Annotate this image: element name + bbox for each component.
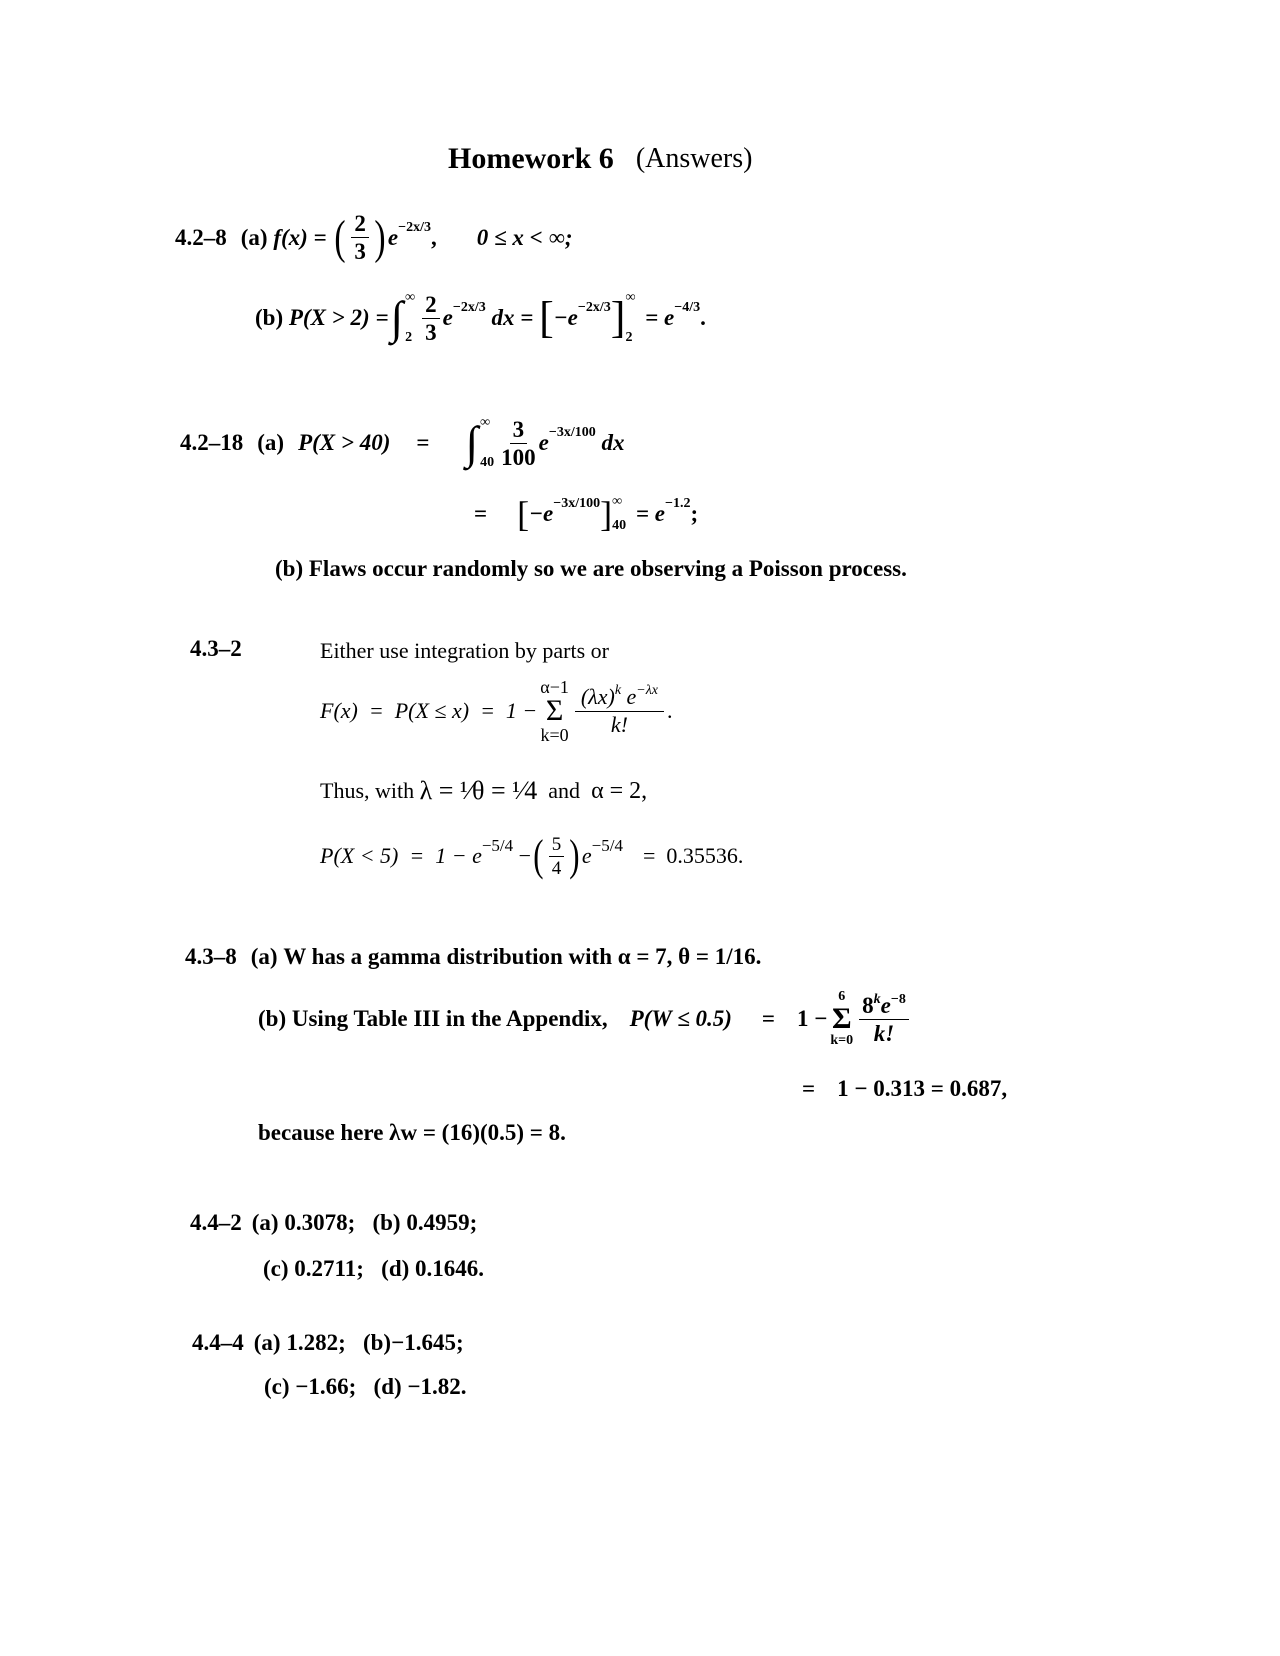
thus-text: Thus, with — [320, 778, 415, 803]
problem-4-3-2-cdf — [320, 678, 673, 744]
summation — [830, 990, 853, 1048]
e: e — [538, 430, 549, 455]
sum-upper: 6 — [838, 989, 846, 1004]
lower-limit: 2 — [405, 330, 413, 345]
dx: dx — [601, 430, 625, 455]
upper-limit: ∞ — [405, 290, 416, 305]
e: e — [387, 224, 399, 250]
problem-4-3-8-b — [258, 990, 912, 1048]
result: 1 − 0.313 = 0.687, — [837, 1076, 1008, 1101]
problem-4-4-2-line1 — [190, 1210, 477, 1236]
integral-sign: ∫ — [465, 417, 479, 468]
exponent: −2x/3 — [452, 300, 486, 315]
sum-lower: k=0 — [540, 725, 569, 745]
title-main: Homework 6 — [448, 142, 614, 175]
dx: dx = — [491, 305, 534, 330]
page-title — [448, 142, 752, 176]
fraction: $\frac{5}{4}$ — [549, 835, 565, 878]
problem-4-4-2-line2: (c) 0.2711; (d) 0.1646. — [263, 1256, 485, 1281]
problem-label: 4.4–2 — [190, 1210, 242, 1235]
equals: = — [802, 1076, 816, 1101]
exponent: −2x/3 — [577, 300, 611, 315]
numerator: $8^ke^{-8}$ — [859, 994, 909, 1020]
equals: = — [416, 430, 430, 455]
exponent: −3x/100 — [548, 425, 596, 440]
alpha-value: α = 2, — [591, 777, 648, 804]
comma: , — [430, 224, 437, 250]
sigma-icon: Σ — [545, 694, 564, 727]
exponent: −3x/100 — [553, 496, 601, 511]
integral-limits — [405, 290, 415, 346]
left-paren: ( — [334, 210, 347, 264]
left-bracket: [ — [517, 494, 530, 534]
minus: − — [518, 843, 532, 868]
denominator: k! — [873, 1020, 895, 1046]
exponent: −4/3 — [674, 300, 701, 315]
result: = e — [645, 305, 675, 330]
problem-4-3-8-because: because here λw = (16)(0.5) = 8. — [258, 1120, 566, 1145]
answers: (a) 0.3078; (b) 0.4959; — [251, 1210, 478, 1235]
answers: (a) 1.282; (b)−1.645; — [253, 1330, 464, 1355]
problem-label: 4.2–8 — [175, 224, 227, 250]
semicolon: ; — [690, 501, 699, 526]
period: . — [667, 698, 673, 723]
problem-4-3-2-intro: Either use integration by parts or — [320, 638, 609, 663]
right-paren: ) — [569, 831, 580, 880]
upper-limit: ∞ — [480, 415, 491, 430]
formula-lhs: P(X > 2) = — [288, 305, 389, 330]
denominator: k! — [610, 712, 628, 737]
domain: 0 ≤ x < ∞; — [476, 224, 573, 250]
problem-4-2-8-a — [175, 212, 573, 263]
problem-4-2-18-b — [275, 556, 907, 582]
result: = e — [635, 501, 665, 526]
equals: = — [761, 1006, 776, 1031]
result: = 0.35536. — [642, 843, 744, 868]
answer-text: Using Table III in the Appendix, — [291, 1006, 608, 1031]
upper-limit: ∞ — [612, 494, 623, 509]
lambda-value: λ = ¹⁄θ = ¹⁄4 — [419, 776, 538, 805]
formula-lhs: P(X > 40) — [298, 430, 391, 455]
sum-lower: k=0 — [830, 1033, 854, 1048]
part-label: (b) — [258, 1006, 287, 1031]
one-minus: 1 − — [797, 1006, 828, 1031]
integral-limits — [480, 415, 494, 471]
bracket-body: −e — [553, 305, 578, 330]
sum-upper: α−1 — [540, 677, 569, 697]
formula-lhs: f(x) = — [273, 224, 327, 250]
problem-4-2-18-a-line2 — [474, 494, 698, 534]
formula-lhs: P(X < 5) = 1 − e — [320, 843, 482, 868]
fraction — [859, 991, 909, 1046]
bracket-limits — [625, 290, 635, 346]
bracket-limits — [612, 494, 626, 534]
problem-4-3-2-probability — [320, 831, 744, 880]
problem-4-2-8-b — [255, 290, 706, 346]
problem-4-2-18-a — [180, 415, 624, 471]
problem-4-3-2-thus — [320, 776, 647, 806]
answer-text: W has a gamma distribution with α = 7, θ = 1/16. — [283, 944, 762, 969]
and-text: and — [548, 778, 581, 803]
lower-limit: 40 — [612, 518, 627, 533]
fraction: $\frac{2}{3}$ — [422, 293, 440, 344]
lower-limit: 2 — [625, 330, 633, 345]
fraction: $\frac{3}{100}$ — [501, 416, 536, 470]
lower-limit: 40 — [480, 455, 495, 470]
fraction: $\frac{2}{3}$ — [351, 212, 369, 263]
part-label: (b) — [275, 556, 304, 581]
problem-label: 4.3–8 — [185, 944, 237, 969]
integral-sign: ∫ — [390, 292, 404, 343]
e: e — [442, 305, 453, 330]
numerator: $(\lambda x)^k$ $e^{-\lambda x}$ — [575, 686, 664, 712]
left-paren: ( — [533, 831, 544, 880]
exponent: −1.2 — [664, 496, 691, 511]
problem-4-3-8-a — [185, 944, 761, 970]
problem-label: 4.2–18 — [180, 430, 244, 455]
part-label: (a) — [240, 224, 268, 250]
part-label: (b) — [255, 305, 284, 330]
problem-4-4-4-line2: (c) −1.66; (d) −1.82. — [264, 1374, 467, 1399]
exponent: −5/4 — [591, 836, 623, 855]
formula-lhs: P(W ≤ 0.5) — [629, 1006, 732, 1031]
right-paren: ) — [374, 210, 386, 264]
right-bracket: ] — [600, 494, 613, 534]
upper-limit: ∞ — [625, 290, 636, 305]
summation — [540, 678, 569, 744]
exponent: −2x/3 — [398, 219, 431, 235]
title-sub: (Answers) — [635, 143, 753, 174]
part-label: (a) — [257, 430, 285, 455]
answer-text: Flaws occur randomly so we are observing a Poisson process. — [308, 556, 907, 581]
problem-label: 4.4–4 — [192, 1330, 244, 1355]
period: . — [700, 305, 706, 330]
formula-lhs: F(x) = P(X ≤ x) = 1 − — [320, 698, 538, 723]
sigma-icon: Σ — [831, 1002, 852, 1035]
left-bracket: [ — [539, 293, 554, 342]
e: e — [581, 843, 592, 868]
exponent: −5/4 — [481, 836, 514, 855]
problem-4-3-8-b-line2 — [802, 1076, 1007, 1102]
problem-4-4-4-line1 — [192, 1330, 464, 1356]
equals: = — [474, 501, 488, 526]
bracket-body: −e — [529, 501, 554, 526]
right-bracket: ] — [610, 293, 626, 342]
problem-label-4-3-2: 4.3–2 — [190, 636, 242, 661]
part-label: (a) — [250, 944, 278, 969]
fraction — [575, 683, 664, 737]
